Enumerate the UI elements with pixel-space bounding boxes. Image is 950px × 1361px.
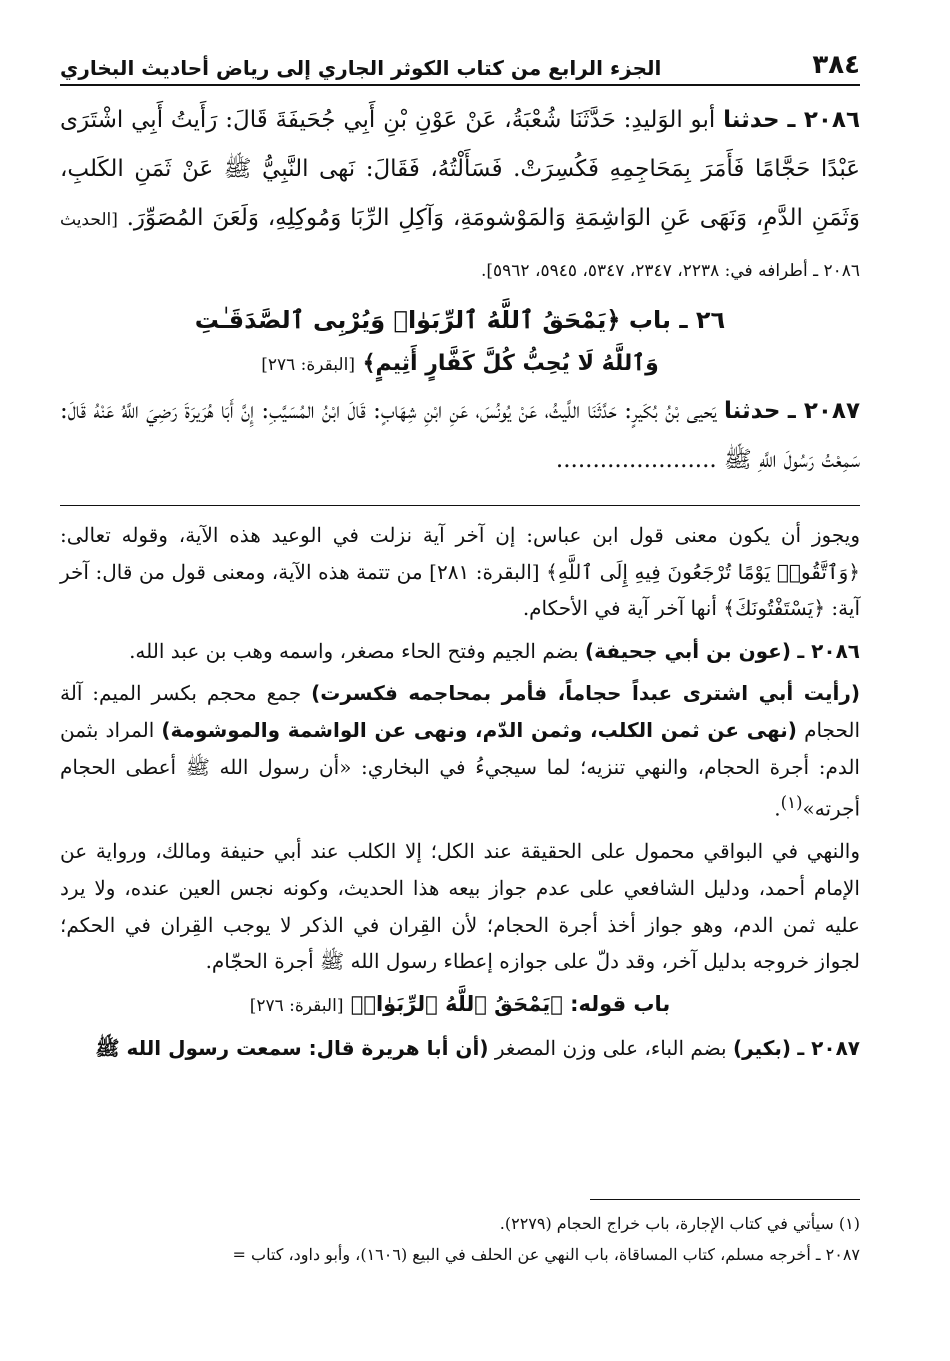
footnote-marker: (١)	[780, 793, 803, 813]
section-divider	[60, 505, 860, 506]
commentary-lemma: (عون بن أبي جحيفة)	[584, 638, 791, 663]
commentary-chapter-label: باب قوله:	[570, 991, 671, 1016]
chapter-label: ٢٦ ـ باب	[628, 306, 726, 334]
commentary-chapter-verse: ﴿يَمْحَقُ ٱللَّهُ ٱلرِّبَوٰا۟﴾	[350, 991, 563, 1016]
commentary-paragraph-4: والنهي في البواقي محمول على الحقيقة عند الكل؛ إلا الكلب عند أبي حنيفة ومالك، ورواية عن الإمام أحمد، ودليل الشافعي على عدم جواز بيعه هذا الحديث، وكونه نجس العين عنده، ولا يرد عليه ثمن الدم، وهو جواز أخذ أجرة الحجام؛ لأن القِران في الذكر لا يوجب القِران في الحكم؛ لجواز خروجه بدليل آخر، وقد دلّ على جوازه إعطاء رسول الله ﷺ أجرة الحجّام.	[60, 839, 860, 974]
chapter-verse-line1: ﴿يَمْحَقُ ٱللَّهُ ٱلرِّبَوٰا۟ وَيُرْبِى ٱلصَّدَقَـٰتِ	[194, 306, 621, 334]
page-number: ٣٨٤	[812, 50, 860, 80]
footnote-1: (١) سيأتي في كتاب الإجارة، باب خراج الحجام (٢٢٧٩).	[499, 1214, 860, 1233]
commentary-lemma: (أن أبا هريرة قال: سمعت رسول الله ﷺ	[95, 1036, 489, 1061]
running-title: الجزء الرابع من كتاب الكوثر الجاري إلى رياض أحاديث البخاري	[60, 56, 662, 80]
hadith-text-section	[60, 96, 860, 485]
footnote-2087: ٢٠٨٧ ـ أخرجه مسلم، كتاب المساقاة، باب النهي عن الحلف في البيع (١٦٠٦)، وأبو داود، كتاب =	[232, 1245, 860, 1264]
commentary-number: ٢٠٨٦ ـ	[797, 638, 860, 663]
commentary-lemma: (رأيت أبي اشترى عبداً حجاماً، فأمر بمحاجمه فكسرت)	[311, 681, 860, 706]
commentary-section	[60, 517, 860, 1073]
chapter-verse-line2-wrap	[60, 342, 860, 387]
chapter-verse-reference: [البقرة: ٢٧٦]	[261, 355, 355, 375]
hadith-2086	[60, 96, 860, 296]
footnotes-section	[60, 1208, 860, 1270]
commentary-chapter-reference: [البقرة: ٢٧٦]	[249, 995, 344, 1016]
hadith-number: ٢٠٨٧ ـ	[787, 398, 860, 424]
hadith-reference: [الحديث ٢٠٨٦ ـ أطرافه في: ٢٢٣٨، ٢٣٤٧، ٥٣٤٧، ٥٩٤٥، ٥٩٦٢].	[60, 210, 860, 281]
haddathana-word: حدثنا	[723, 398, 781, 424]
commentary-text: بضم الجيم وفتح الحاء مصغر، واسمه وهب بن عبد الله.	[129, 638, 579, 663]
commentary-text: بضم الباء، على وزن المصغر	[494, 1036, 727, 1061]
hadith-body: أبو الوَليدِ: حَدَّثَنَا شُعْبَةُ، عَنْ عَوْنِ بْنِ أَبِي جُحَيفَةَ قَالَ: رَأَيتُ أَبِي اشْتَرَى عَبْدًا حَجَّامًا فَأَمَرَ بِمَحَاجِمِهِ فَكُسِرَتْ. فَسَأَلْتُهُ، فَقَالَ: نَهى النَّبِيُّ ﷺ عَنْ ثَمَنِ الكَلبِ، وَثَمَنِ الدَّمِ، وَنَهَى عَنِ الوَاشِمَةِ وَالمَوْشومَةِ، وَآكِلِ الرِّبَا وَمُوكِلِهِ، وَلَعَنَ المُصَوِّرَ.	[60, 107, 860, 231]
commentary-text: جمع محجم بكسر الميم: آلة الحجام	[60, 681, 861, 742]
commentary-text: المراد بثمن الدم: أجرة الحجام، والنهي تنزيه؛ لما سيجيءُ في البخاري: «أن رسول الله ﷺ أعطى الحجام أجرته»	[60, 717, 860, 821]
commentary-lemma: (بكير)	[732, 1036, 791, 1061]
continuation-dots: ......................	[555, 447, 717, 473]
commentary-paragraph-3	[60, 675, 860, 827]
commentary-text-end: .	[774, 796, 781, 821]
footnote-divider	[590, 1199, 860, 1200]
commentary-number: ٢٠٨٧ ـ	[797, 1036, 860, 1061]
commentary-paragraph-1: ويجوز أن يكون معنى قول ابن عباس: إن آخر آية نزلت في الوعيد هذه الآية، وقوله تعالى: ﴿وَٱتَّقُوا۟ يَوْمًا تُرْجَعُونَ فِيهِ إِلَى ٱللَّهِ﴾ [البقرة: ٢٨١] من تتمة هذه الآية، ومعنى قول من قال: آخر آية: ﴿يَسْتَفْتُونَكَ﴾ أنها آخر آية في الأحكام.	[60, 523, 860, 621]
hadith-2087	[60, 387, 860, 485]
commentary-chapter-heading	[60, 986, 860, 1025]
chapter-heading-26	[60, 298, 860, 387]
hadith-body: يَحيى بْنُ بُكَيرٍ: حَدَّثَنَا اللَّيثُ، عَنْ يُونُسَ، عَنِ ابْنِ شِهَابٍ: قَالَ ابْنُ المُسَيَّبِ: إِنَّ أَبَا هُرَيرَةَ رَضِيَ اللَّهُ عَنْهُ قَالَ: سَمِعْتُ رَسُولَ اللَّهِ ﷺ	[60, 398, 860, 473]
page-header	[60, 38, 860, 86]
commentary-paragraph-2	[60, 633, 860, 670]
haddathana-word: حدثنا	[723, 107, 780, 133]
commentary-lemma: (نهى عن ثمن الكلب، وثمن الدّم، ونهى عن الواشمة والموشومة)	[161, 717, 797, 742]
hadith-number: ٢٠٨٦ ـ	[787, 107, 861, 133]
commentary-paragraph-5	[60, 1030, 860, 1067]
chapter-verse-line2: وَٱللَّهُ لَا يُحِبُّ كُلَّ كَفَّارٍ أَثِيمٍ﴾	[362, 351, 659, 376]
